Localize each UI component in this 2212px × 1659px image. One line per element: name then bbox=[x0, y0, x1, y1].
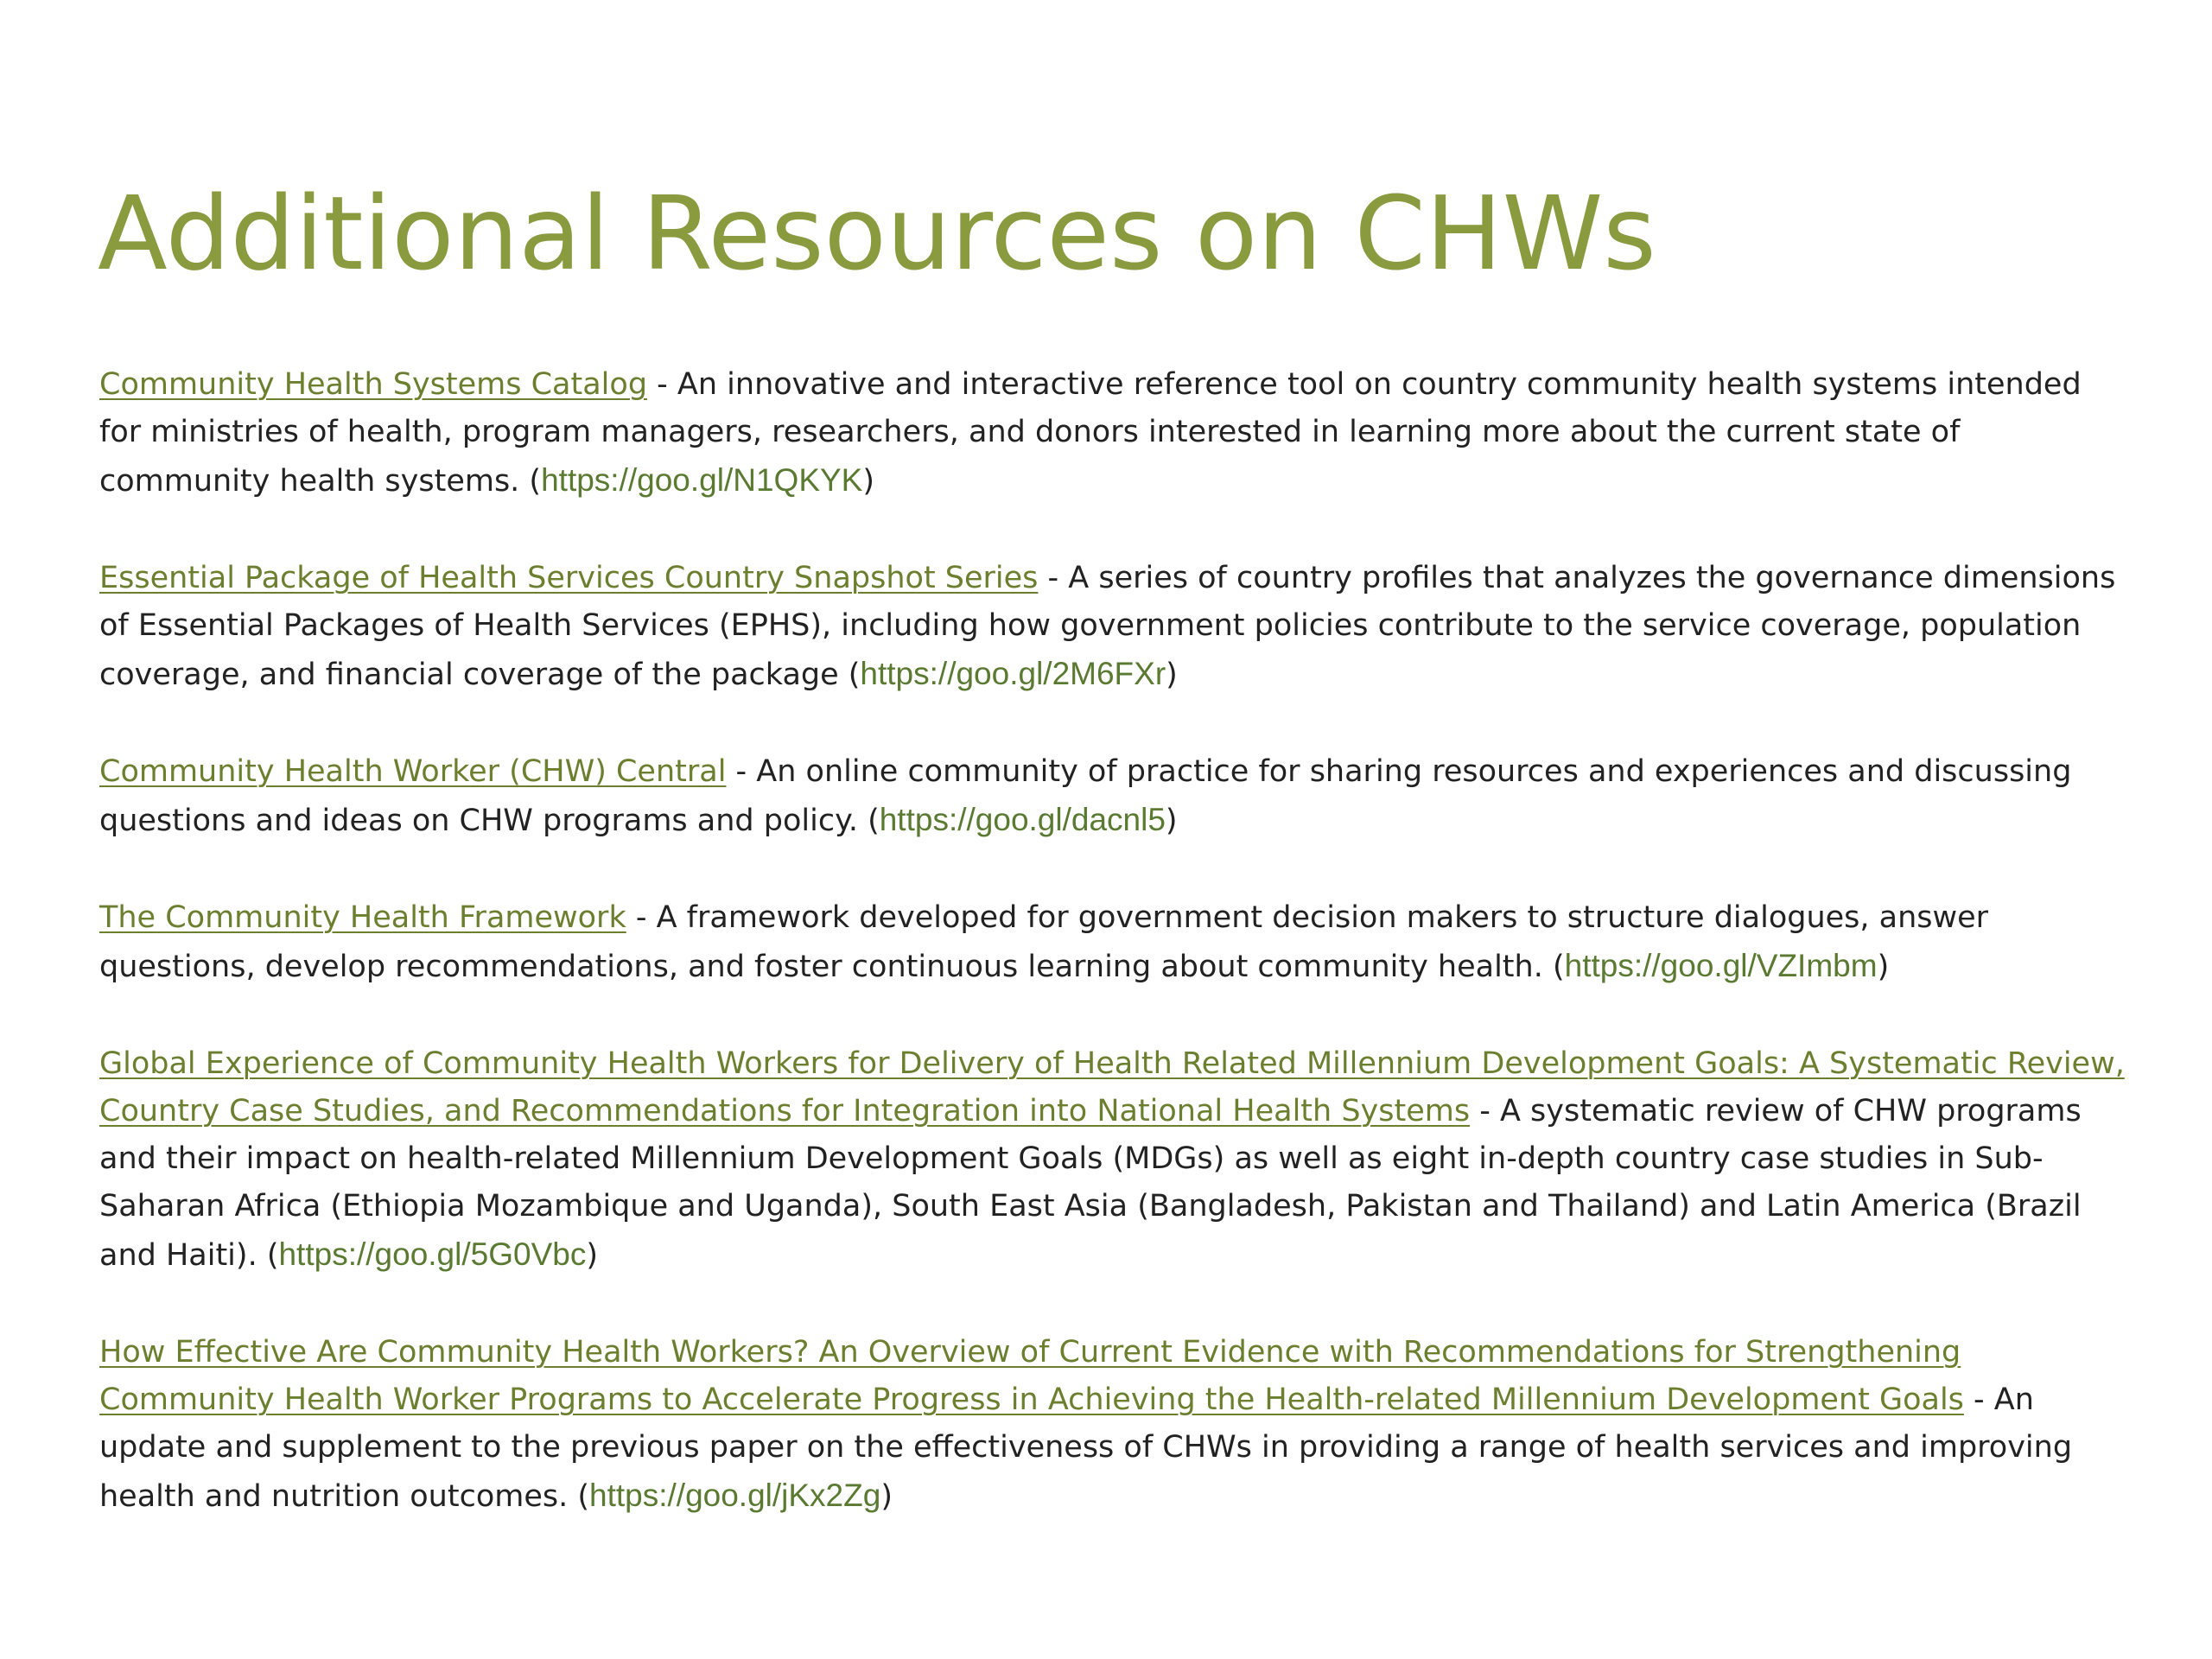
resource-short-url[interactable]: https://goo.gl/VZImbm bbox=[1564, 948, 1878, 983]
resource-description: - A series of country profiles that analyzes the governance dimensions of Essential Packages of Health Services (EPHS), including how government policies contribute to the service coverage, population coverage, and financial coverage of the package ( bbox=[99, 561, 2116, 692]
resource-description: - A systematic review of CHW programs and their impact on health-related Millennium Development Goals (MDGs) as well as eight in-depth country case studies in Sub-Saharan Africa (Ethiopia Mozambique and Uganda), South East Asia (Bangladesh, Pakistan and Thailand) and Latin America (Brazil and Haiti). ( bbox=[99, 1094, 2082, 1273]
resource-link-global-experience-of-chws[interactable]: Global Experience of Community Health Workers for Delivery of Health Related Millennium Development Goals: A Systematic Review, Country Case Studies, and Recommendations for Integration into National Health Systems bbox=[99, 1046, 2125, 1128]
resource-description: - A framework developed for government decision makers to structure dialogues, answer questions, develop recommendations, and foster continuous learning about community health. ( bbox=[99, 900, 1989, 984]
resource-item-chw-central bbox=[99, 748, 2130, 845]
resource-link-community-health-framework[interactable]: The Community Health Framework bbox=[99, 900, 626, 935]
resource-item-community-health-framework bbox=[99, 894, 2130, 991]
resource-short-url[interactable]: https://goo.gl/5G0Vbc bbox=[278, 1236, 587, 1272]
resource-item-global-experience-of-chws bbox=[99, 1040, 2130, 1280]
resource-url-close: ) bbox=[1877, 950, 1890, 984]
resource-url-close: ) bbox=[1166, 658, 1178, 692]
resource-link-ephs-country-snapshot-series[interactable]: Essential Package of Health Services Country Snapshot Series bbox=[99, 561, 1039, 595]
resource-link-community-health-systems-catalog[interactable]: Community Health Systems Catalog bbox=[99, 367, 648, 402]
resource-item-how-effective-are-chws bbox=[99, 1329, 2130, 1521]
resource-short-url[interactable]: https://goo.gl/jKx2Zg bbox=[589, 1478, 881, 1513]
resource-link-how-effective-are-chws[interactable]: How Effective Are Community Health Workers? An Overview of Current Evidence with Recommendations for Strengthening Community Health Worker Programs to Accelerate Progress in Achieving the Health-related Millennium Development Goals bbox=[99, 1335, 1964, 1417]
resource-list bbox=[99, 361, 2130, 1570]
page-title: Additional Resources on CHWs bbox=[98, 174, 1656, 293]
resource-url-close: ) bbox=[1165, 804, 1178, 838]
resource-url-close: ) bbox=[880, 1479, 893, 1514]
resource-link-chw-central[interactable]: Community Health Worker (CHW) Central bbox=[99, 754, 727, 789]
resource-short-url[interactable]: https://goo.gl/dacnl5 bbox=[879, 802, 1166, 837]
resource-description: - An online community of practice for sharing resources and experiences and discussing questions and ideas on CHW programs and policy. ( bbox=[99, 754, 2072, 838]
resource-item-ephs-country-snapshot-series bbox=[99, 555, 2130, 699]
resource-short-url[interactable]: https://goo.gl/N1QKYK bbox=[541, 462, 863, 498]
resource-url-close: ) bbox=[586, 1238, 598, 1273]
resource-item-community-health-systems-catalog bbox=[99, 361, 2130, 505]
resource-description: - An innovative and interactive reference tool on country community health systems intended for ministries of health, program managers, researchers, and donors interested in learning more about the current state of community health systems. ( bbox=[99, 367, 2082, 499]
resource-short-url[interactable]: https://goo.gl/2M6FXr bbox=[860, 656, 1166, 691]
resource-url-close: ) bbox=[862, 464, 875, 499]
resource-description: - An update and supplement to the previous paper on the effectiveness of CHWs in providing a range of health services and improving health and nutrition outcomes. ( bbox=[99, 1382, 2073, 1514]
